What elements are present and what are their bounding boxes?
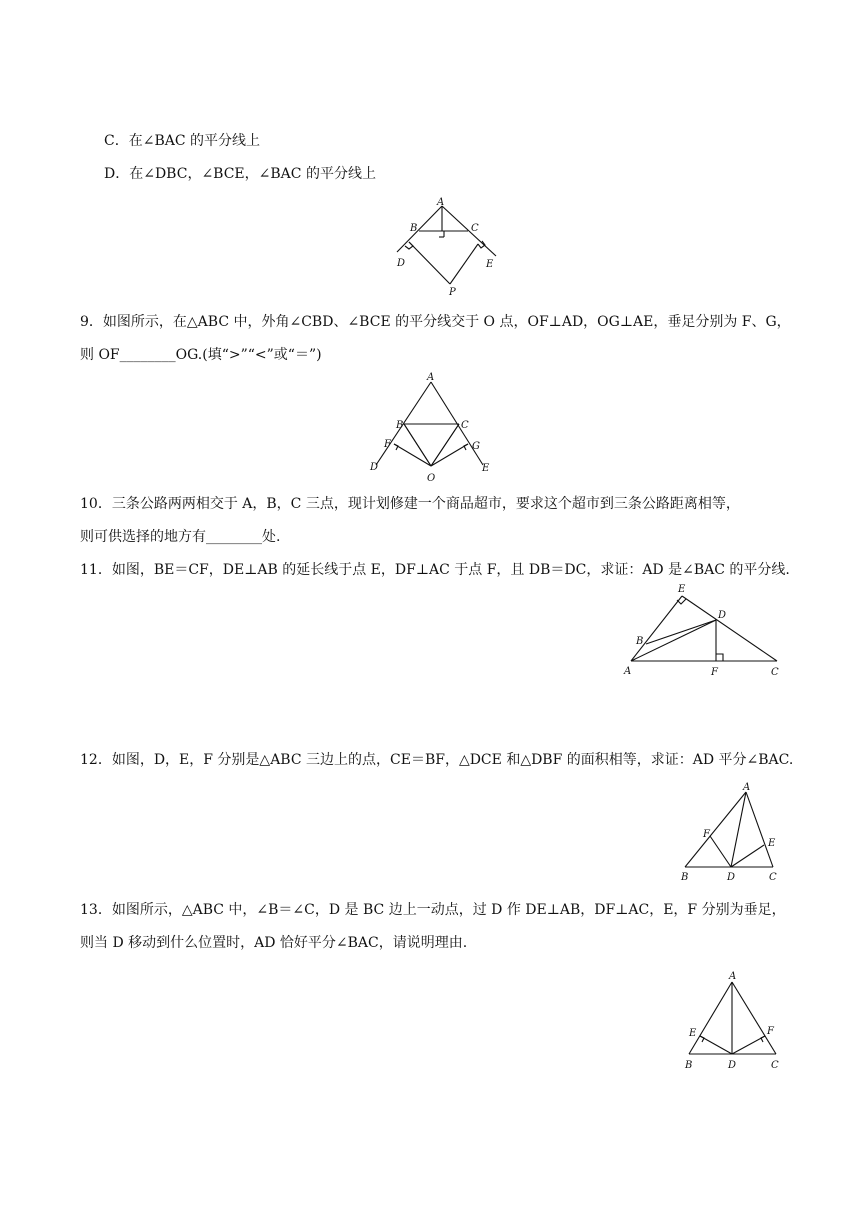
q13-line-de bbox=[700, 1036, 732, 1054]
q8-option-d: D．在∠DBC，∠BCE，∠BAC 的平分线上 bbox=[104, 166, 376, 182]
q10-text-line1: 10．三条公路两两相交于 A，B，C 三点，现计划修建一个商品超市，要求这个超市到三条公路距离相等， bbox=[80, 496, 740, 512]
q12-text-line1: 12．如图，D，E，F 分别是△ABC 三边上的点，CE＝BF，△DCE 和△DBF 的面积相等，求证：AD 平分∠BAC. bbox=[80, 752, 794, 768]
q11-label-b: B bbox=[636, 636, 644, 647]
q13-line-ac bbox=[732, 982, 776, 1054]
q8-label-b: B bbox=[410, 223, 418, 234]
q11-text-line1: 11．如图，BE＝CF，DE⊥AB 的延长线于点 E，DF⊥AC 于点 F，且 DB＝DC，求证：AD 是∠BAC 的平分线. bbox=[80, 562, 790, 578]
q11-label-c: C bbox=[771, 667, 779, 678]
q13-label-c: C bbox=[771, 1060, 779, 1071]
q11-label-d: D bbox=[718, 610, 727, 621]
q9-label-g: G bbox=[472, 441, 480, 452]
q8-label-d: D bbox=[397, 258, 406, 269]
q13-label-d: D bbox=[728, 1060, 737, 1071]
q11-label-a: A bbox=[624, 666, 632, 677]
q9-label-c: C bbox=[461, 420, 469, 431]
q9-label-a: A bbox=[427, 372, 435, 383]
q12-label-d: D bbox=[727, 872, 736, 883]
q13-label-e: E bbox=[689, 1028, 697, 1039]
q9-label-f: F bbox=[384, 439, 391, 450]
q8-label-e: E bbox=[486, 259, 494, 270]
q11-label-e: E bbox=[678, 584, 686, 595]
q11-label-f: F bbox=[711, 667, 718, 678]
q9-label-o: O bbox=[427, 473, 436, 484]
q12-label-f: F bbox=[703, 829, 710, 840]
q13-label-a: A bbox=[729, 971, 737, 982]
q13-line-ab bbox=[689, 982, 732, 1054]
q10-text-line2: 则可供选择的地方有________处. bbox=[80, 529, 281, 545]
q12-label-c: C bbox=[769, 872, 777, 883]
q12-label-e: E bbox=[768, 838, 776, 849]
q12-label-b: B bbox=[681, 872, 689, 883]
q9-label-d: D bbox=[370, 462, 379, 473]
q12-label-a: A bbox=[743, 782, 751, 793]
q9-text-line2: 则 OF________OG.(填“>”“<”或“＝”) bbox=[80, 347, 322, 363]
q13-label-b: B bbox=[685, 1060, 693, 1071]
q8-label-p: P bbox=[449, 287, 456, 298]
q8-label-c: C bbox=[471, 223, 479, 234]
q13-text-line1: 13．如图所示，△ABC 中，∠B＝∠C，D 是 BC 边上一动点，过 D 作 DE⊥AB，DF⊥AC，E，F 分别为垂足， bbox=[80, 902, 786, 918]
q9-label-e: E bbox=[482, 463, 490, 474]
q8-option-c: C．在∠BAC 的平分线上 bbox=[104, 133, 261, 149]
q9-text-line1: 9．如图所示，在△ABC 中，外角∠CBD、∠BCE 的平分线交于 O 点，OF⊥AD，OG⊥AE，垂足分别为 F、G， bbox=[80, 314, 791, 330]
q8-label-a: A bbox=[437, 197, 445, 208]
q13-text-line2: 则当 D 移动到什么位置时，AD 恰好平分∠BAC，请说明理由. bbox=[80, 935, 468, 951]
q13-line-df bbox=[732, 1036, 765, 1054]
q9-label-b: B bbox=[396, 420, 404, 431]
q13-label-f: F bbox=[767, 1026, 774, 1037]
